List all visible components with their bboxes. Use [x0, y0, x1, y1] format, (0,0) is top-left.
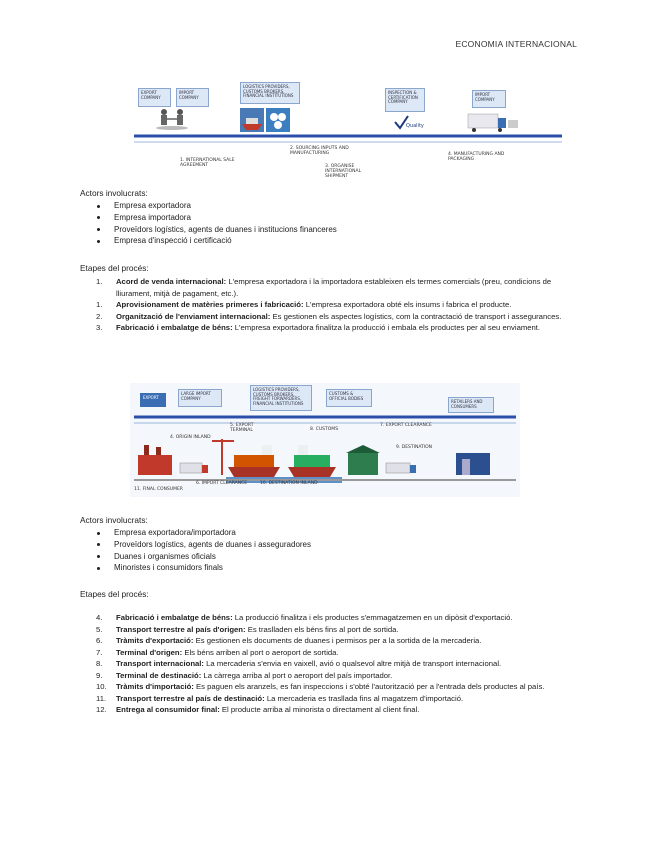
diagram2-step-label-6: 6. IMPORT CLEARANCE [196, 481, 248, 486]
trade-process-diagram-1 [130, 80, 570, 190]
step-text: El producte arriba al minorista o directament al client final. [219, 705, 420, 714]
shipping-and-finance-icon [240, 108, 290, 132]
diagram2-step-label-9: 9. DESTINATION [396, 445, 433, 450]
factory-icon [138, 445, 172, 475]
step-text: L'empresa exportadora finalitza la producció i embala els productes per al seu enviament. [232, 323, 541, 332]
step-number: 6. [96, 636, 103, 645]
truck-icon [180, 463, 208, 473]
step-title: Acord de venda internacional: [116, 277, 227, 286]
diagram1-box-export: EXPORT COMPANY [138, 88, 171, 107]
truck-icon [386, 463, 416, 473]
list-item [80, 311, 578, 323]
trade-process-diagram-2 [130, 383, 520, 497]
step-text: Es traslladen els béns fins al port de sortida. [245, 624, 399, 634]
diagram1-step-label-4: 4. MANUFACTURING AND PACKAGING [448, 152, 505, 162]
list-item [80, 299, 578, 311]
diagram2-box-import-company: LARGE IMPORT COMPANY [178, 389, 222, 407]
diagram2-box-export: EXPORT [140, 393, 166, 407]
diagram1-box-import-right: IMPORT COMPANY [472, 90, 506, 108]
step-title: Tràmits d'exportació: [116, 636, 194, 645]
step-number: 10. [96, 682, 107, 691]
section1-actors-list [80, 200, 337, 247]
cargo-ship-icon [288, 445, 336, 477]
list-item [80, 658, 578, 670]
diagram1-box-logistics: LOGISTICS PROVIDERS, CUSTOMS BROKERS, FINANCIAL INSTITUTIONS [240, 82, 300, 104]
section1-actors-title: Actors involucrats: [80, 188, 148, 198]
cargo-ship-icon [228, 445, 280, 477]
diagram1-step-label-1: 1. INTERNATIONAL SALE AGREEMENT [180, 158, 235, 168]
diagram2-box-logistics: LOGISTICS PROVIDERS, CUSTOMS BROKERS, FREIGHT FORWARDERS, FINANCIAL INSTITUTIONS [250, 385, 312, 411]
step-text: La mercaderia es trasllada fins al magatzem d'importació. [264, 693, 464, 703]
diagram2-illustration [130, 383, 520, 497]
section1-steps-title: Etapes del procés: [80, 263, 149, 273]
warehouse-icon [346, 445, 380, 475]
section2-actors-title: Actors involucrats: [80, 515, 148, 525]
step-number: 12. [96, 705, 107, 714]
list-item: Duanes i organismes oficials [80, 551, 311, 563]
step-text: La mercaderia s'envia en vaixell, avió o qualsevol altre mitjà de transport internacional. [204, 659, 502, 668]
diagram1-box-inspection: INSPECTION & CERTIFICATION COMPANY [385, 88, 425, 112]
diagram2-step-label-4: 4. ORIGIN INLAND [170, 435, 211, 440]
step-title: Aprovisionament de matèries primeres i fabricació: [116, 300, 304, 309]
step-title: Tràmits d'importació: [116, 682, 194, 691]
diagram2-step-label-8: 8. CUSTOMS [310, 427, 339, 432]
step-title: Organització de l'enviament internacional: [116, 311, 271, 321]
list-item: Proveïdors logístics, agents de duanes i institucions financeres [80, 224, 337, 236]
diagram2-box-customs: CUSTOMS & OFFICIAL BODIES [326, 389, 372, 407]
step-title: Transport internacional: [116, 659, 204, 668]
step-title: Fabricació i embalatge de béns: [116, 613, 233, 622]
list-item [80, 276, 578, 299]
diagram2-step-label-7: 7. EXPORT CLEARANCE [380, 423, 432, 428]
step-title: Entrega al consumidor final: [116, 705, 220, 714]
truck-icon [468, 114, 518, 132]
list-item: Empresa importadora [80, 212, 337, 224]
list-item [80, 612, 578, 624]
step-text: L'empresa exportadora i la importadora estableixen els termes comercials (preu, condicions de lliurament, mitjà de pagament, etc.). [116, 277, 552, 298]
step-number: 11. [96, 693, 107, 703]
diagram2-box-retailers: RETAILERS AND CONSUMERS [448, 397, 494, 413]
list-item [80, 635, 578, 647]
store-icon [456, 453, 490, 475]
step-title: Terminal d'origen: [116, 647, 183, 657]
step-number: 1. [96, 277, 103, 286]
diagram1-box-import: IMPORT COMPANY [176, 88, 209, 107]
step-number: 5. [96, 624, 103, 634]
step-number: 9. [96, 670, 103, 680]
list-item [80, 693, 578, 705]
step-title: Terminal de destinació: [116, 670, 202, 680]
list-item [80, 322, 578, 334]
list-item: Empresa exportadora/importadora [80, 527, 311, 539]
list-item: Empresa exportadora [80, 200, 337, 212]
section2-steps-list [80, 612, 578, 716]
step-text: Es gestionen els documents de duanes i permisos per a la sortida de la mercaderia. [193, 636, 482, 645]
document-header-title: ECONOMIA INTERNACIONAL [455, 39, 577, 49]
handshake-icon [156, 109, 188, 130]
step-text: La càrrega arriba al port o aeroport del país importador. [201, 670, 393, 680]
list-item: Empresa d'inspecció i certificació [80, 235, 337, 247]
list-item [80, 704, 578, 716]
step-text: Es gestionen els aspectes logístics, com la contractació de transport i assegurances. [270, 311, 562, 321]
quality-logo-text: Quality [406, 123, 424, 129]
list-item [80, 647, 578, 659]
step-number: 8. [96, 659, 103, 668]
quality-logo-icon [395, 116, 424, 129]
list-item [80, 670, 578, 682]
step-number: 3. [96, 323, 103, 332]
step-text: Els béns arriben al port o aeroport de sortida. [182, 647, 339, 657]
list-item: Minoristes i consumidors finals [80, 562, 311, 574]
list-item: Proveïdors logístics, agents de duanes i asseguradores [80, 539, 311, 551]
diagram2-step-label-11: 11. FINAL CONSUMER [134, 487, 183, 492]
section2-actors-list [80, 527, 311, 574]
diagram2-step-label-5: 5. EXPORT TERMINAL [230, 423, 254, 433]
step-title: Transport terrestre al país de destinació: [116, 693, 265, 703]
step-text: L'empresa exportadora obté els insums i fabrica el producte. [303, 300, 512, 309]
step-number: 7. [96, 647, 103, 657]
diagram2-step-label-10: 10. DESTINATION INLAND [260, 481, 318, 486]
list-item [80, 681, 578, 693]
step-title: Fabricació i embalatge de béns: [116, 323, 233, 332]
section1-steps-list [80, 276, 578, 334]
step-number: 4. [96, 613, 103, 622]
step-text: La producció finalitza i els productes s'emmagatzemen en un dipòsit d'exportació. [232, 613, 513, 622]
step-text: Es paguen els aranzels, es fan inspeccions i s'obté l'autorització per a l'entrada dels productes al país. [193, 682, 545, 691]
diagram1-step-label-3: 3. ORGANISE INTERNATIONAL SHIPMENT [325, 164, 362, 179]
list-item [80, 624, 578, 636]
section2-steps-title: Etapes del procés: [80, 589, 149, 599]
step-number: 1. [96, 300, 103, 309]
step-number: 2. [96, 311, 103, 321]
step-title: Transport terrestre al país d'origen: [116, 624, 246, 634]
diagram1-step-label-2: 2. SOURCING INPUTS AND MANUFACTURING [290, 146, 349, 156]
